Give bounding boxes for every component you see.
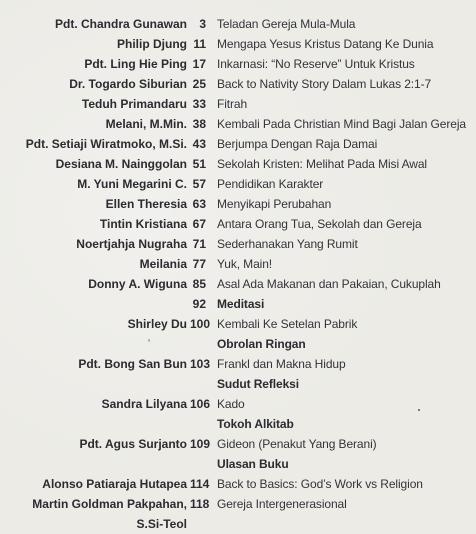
toc-author: Pdt. Ling Hie Ping <box>84 57 187 71</box>
toc-entry <box>0 474 476 494</box>
toc-author: Philip Djung <box>117 37 187 51</box>
toc-article-title: Gideon (Penakut Yang Berani) <box>217 437 377 451</box>
toc-article-title: Sederhanakan Yang Rumit <box>217 237 358 251</box>
toc-entry <box>0 154 476 174</box>
toc-author: Dr. Togardo Siburian <box>69 77 187 91</box>
toc-article-title: Asal Ada Makanan dan Pakaian, Cukuplah <box>217 277 441 291</box>
toc-article-title: Pendidikan Karakter <box>217 177 324 191</box>
toc-section-heading <box>0 294 476 314</box>
toc-page-number: 118 <box>190 497 210 511</box>
toc-page-number: 103 <box>190 357 211 371</box>
toc-article-title: Antara Orang Tua, Sekolah dan Gereja <box>217 217 422 231</box>
toc-section-heading <box>0 374 476 394</box>
toc-entry <box>0 494 476 531</box>
toc-author: Martin Goldman Pakpahan, <box>32 497 187 511</box>
toc-article-title: Menyikapi Perubahan <box>217 197 332 211</box>
toc-article-title: Back to Basics: God’s Work vs Religion <box>217 477 423 491</box>
toc-entry <box>0 34 476 54</box>
toc-entry <box>0 214 476 234</box>
toc-page-number: 57 <box>192 177 206 191</box>
toc-page-number: 3 <box>199 17 206 31</box>
toc-author: Pdt. Agus Surjanto <box>79 437 187 451</box>
toc-article-title: Sekolah Kristen: Melihat Pada Misi Awal <box>217 157 427 171</box>
toc-section-title: Tokoh Alkitab <box>217 417 294 431</box>
toc-author: Pdt. Setiaji Wiratmoko, M.Si. <box>25 137 187 151</box>
toc-entry <box>0 234 476 254</box>
toc-page-number: 38 <box>192 117 206 131</box>
toc-page-number: 106 <box>190 397 211 411</box>
toc-article-title: Kado <box>217 397 245 411</box>
toc-article-title: Yuk, Main! <box>217 257 273 271</box>
toc-section-heading <box>0 454 476 474</box>
toc-section-title: Ulasan Buku <box>217 457 289 471</box>
toc-page-number: 67 <box>192 217 206 231</box>
toc-page-number: 114 <box>190 477 210 491</box>
toc-page-number: 85 <box>192 277 206 291</box>
toc-author: Sandra Lilyana <box>101 397 187 411</box>
toc-entry <box>0 194 476 214</box>
toc-page-number: 43 <box>192 137 206 151</box>
toc-author: Melani, M.Min. <box>105 117 187 131</box>
toc-author: Donny A. Wiguna <box>88 277 187 291</box>
toc-entry <box>0 254 476 274</box>
toc-entry <box>0 434 476 454</box>
toc-entry <box>0 134 476 154</box>
toc-section-title: Meditasi <box>217 297 265 311</box>
toc-entry <box>0 174 476 194</box>
toc-section-title: Obrolan Ringan <box>217 337 306 351</box>
toc-author: Pdt. Bong San Bun <box>78 357 187 371</box>
toc-author: Noertjahja Nugraha <box>76 237 187 251</box>
toc-author: Pdt. Chandra Gunawan <box>54 17 187 31</box>
toc-article-title: Back to Nativity Story Dalam Lukas 2:1-7 <box>217 77 432 91</box>
toc-entry <box>0 274 476 294</box>
toc-author: Desiana M. Nainggolan <box>55 157 187 171</box>
toc-page-number: 63 <box>192 197 206 211</box>
toc-author-line2: S.Si-Teol <box>136 517 187 531</box>
toc-article-title: Mengapa Yesus Kristus Datang Ke Dunia <box>217 37 434 51</box>
toc-page-number: 51 <box>192 157 206 171</box>
toc-article-title: Kembali Pada Christian Mind Bagi Jalan Gereja <box>217 117 466 131</box>
toc-author: Ellen Theresia <box>105 197 187 211</box>
toc-article-title: Gereja Intergenerasional <box>217 497 347 511</box>
toc-article-title: Teladan Gereja Mula-Mula <box>217 17 356 31</box>
toc-entry <box>0 394 476 414</box>
toc-article-title: Inkarnasi: “No Reserve” Untuk Kristus <box>217 57 415 71</box>
toc-entry <box>0 14 476 34</box>
toc-author: M. Yuni Megarini C. <box>77 177 187 191</box>
toc-page-number: 11 <box>193 37 206 51</box>
toc-article-title: Fitrah <box>217 97 248 111</box>
toc-author: Alonso Patiaraja Hutapea <box>42 477 187 491</box>
toc-section-heading <box>0 414 476 434</box>
toc-author: Tintin Kristiana <box>99 217 187 231</box>
toc-article-title: Frankl dan Makna Hidup <box>217 357 346 371</box>
toc-page-number: 71 <box>192 237 206 251</box>
toc-entry <box>0 354 476 374</box>
paper-speck <box>418 409 420 411</box>
toc-section-title: Sudut Refleksi <box>217 377 299 391</box>
toc-entry <box>0 54 476 74</box>
toc-entry <box>0 74 476 94</box>
toc-article-title: Berjumpa Dengan Raja Damai <box>217 137 378 151</box>
toc-entry <box>0 114 476 134</box>
toc-author: Shirley Du <box>127 317 187 331</box>
toc-article-title: Kembali Ke Setelan Pabrik <box>217 317 358 331</box>
toc-page-number: 92 <box>192 297 206 311</box>
toc-author: Meilania <box>139 257 187 271</box>
toc-page-number: 33 <box>192 97 206 111</box>
toc-page-number: 109 <box>190 437 211 451</box>
toc-entry <box>0 314 476 334</box>
stray-mark: ‘ <box>148 338 151 349</box>
toc-author: Teduh Primandaru <box>81 97 187 111</box>
toc-entry <box>0 94 476 114</box>
toc-page-number: 17 <box>192 57 206 71</box>
toc-page-number: 77 <box>192 257 206 271</box>
toc-section-heading <box>0 334 476 354</box>
toc-page-number: 100 <box>190 317 211 331</box>
toc-page-number: 25 <box>192 77 206 91</box>
